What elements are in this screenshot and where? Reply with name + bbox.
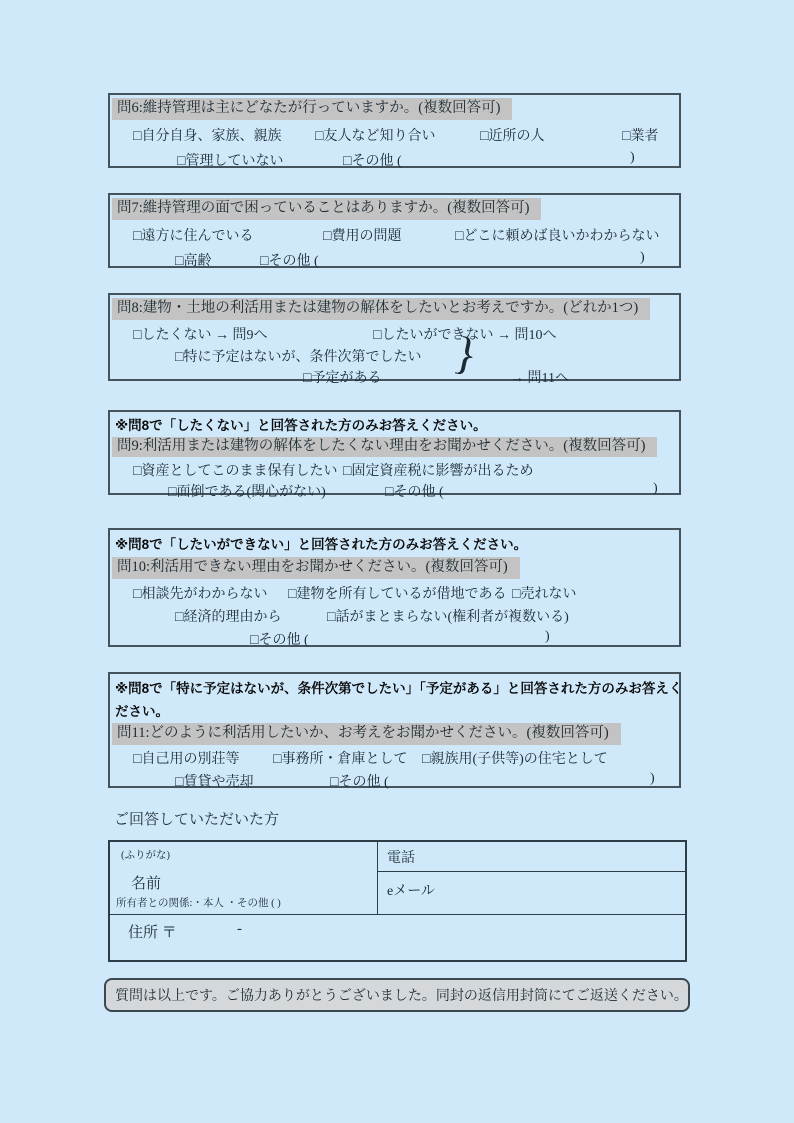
address-field-cell[interactable] xyxy=(110,914,685,960)
email-label: eメール xyxy=(387,884,435,899)
q11-checkbox-relatives-house[interactable]: □親族用(子供等)の住宅として xyxy=(422,752,608,767)
q8-checkbox-want-but-cannot[interactable]: □したいができない → 問10へ xyxy=(373,328,557,343)
respondent-info-table xyxy=(108,840,687,962)
name-label: 名前 xyxy=(131,876,162,892)
q10-checkbox-cannot-sell[interactable]: □売れない xyxy=(512,587,577,602)
question-10-title: 問10:利活用できない理由をお聞かせください。(複数回答可) xyxy=(112,557,520,579)
question-7-box xyxy=(108,193,681,268)
q6-checkbox-neighbors[interactable]: □近所の人 xyxy=(480,129,545,144)
q9-checkbox-other[interactable]: □その他 ( xyxy=(385,485,444,500)
q10-filter-note: ※問8で「したいができない」と回答された方のみお答えください。 xyxy=(115,537,528,552)
q7-checkbox-cost[interactable]: □費用の問題 xyxy=(323,229,402,244)
q7-checkbox-dont-know-whom[interactable]: □どこに頼めば良いかわからない xyxy=(455,229,660,244)
q6-checkbox-not-managing[interactable]: □管理していない xyxy=(177,154,284,169)
q9-other-close-paren: ) xyxy=(653,481,658,496)
question-8-title: 問8:建物・土地の利活用または建物の解体をしたいとお考えですか。(どれか1つ) xyxy=(112,298,650,320)
q11-checkbox-office-warehouse[interactable]: □事務所・倉庫として xyxy=(273,752,408,767)
q8-goto-q11-label: → 問11へ xyxy=(510,371,569,386)
question-6-title: 問6:維持管理は主にどなたが行っていますか。(複数回答可) xyxy=(112,98,512,120)
q7-checkbox-other[interactable]: □その他 ( xyxy=(260,254,319,269)
q6-checkbox-other[interactable]: □その他 ( xyxy=(343,154,402,169)
q9-filter-note: ※問8で「したくない」と回答された方のみお答えください。 xyxy=(115,418,487,433)
name-field-cell[interactable] xyxy=(110,842,378,914)
q9-checkbox-bothersome[interactable]: □面倒である(関心がない) xyxy=(168,485,326,500)
q9-checkbox-keep-as-asset[interactable]: □資産としてこのまま保有したい xyxy=(133,464,338,479)
postal-code-hyphen: - xyxy=(237,921,242,937)
q9-checkbox-property-tax[interactable]: □固定資産税に影響が出るため xyxy=(343,464,534,479)
question-6-box xyxy=(108,93,681,168)
q10-other-close-paren: ) xyxy=(545,629,550,644)
question-9-box xyxy=(108,410,681,500)
q8-checkbox-dont-want[interactable]: □したくない → 問9へ xyxy=(133,328,268,343)
q8-checkbox-no-plan-conditional[interactable]: □特に予定はないが、条件次第でしたい xyxy=(175,350,422,365)
q8-grouping-brace: } xyxy=(450,326,483,381)
q6-checkbox-contractor[interactable]: □業者 xyxy=(622,129,659,144)
q6-checkbox-friends[interactable]: □友人など知り合い xyxy=(315,129,436,144)
q11-filter-note-line2: ださい。 xyxy=(115,704,169,719)
furigana-label: (ふりがな) xyxy=(121,850,170,861)
q11-other-close-paren: ) xyxy=(650,771,655,786)
closing-message-box xyxy=(104,978,690,1012)
question-11-box xyxy=(108,672,681,788)
q10-checkbox-no-consult[interactable]: □相談先がわからない xyxy=(133,587,268,602)
respondent-section-heading: ご回答していただいた方 xyxy=(114,812,280,828)
q10-checkbox-leased-land[interactable]: □建物を所有しているが借地である xyxy=(288,587,507,602)
phone-field-cell[interactable] xyxy=(378,842,685,872)
q6-checkbox-self-family[interactable]: □自分自身、家族、親族 xyxy=(133,129,282,144)
email-field-cell[interactable] xyxy=(378,872,685,914)
q10-checkbox-no-agreement[interactable]: □話がまとまらない(権利者が複数いる) xyxy=(327,610,569,625)
q8-checkbox-have-plan[interactable]: □予定がある xyxy=(303,371,382,386)
closing-message-text: 質問は以上です。ご協力ありがとうございました。同封の返信用封筒にてご返送ください。 xyxy=(115,989,688,1004)
question-7-title: 問7:維持管理の面で困っていることはありますか。(複数回答可) xyxy=(112,198,541,220)
phone-label: 電話 xyxy=(387,851,415,866)
question-11-title: 問11:どのように利活用したいか、お考えをお聞かせください。(複数回答可) xyxy=(112,723,621,745)
q11-checkbox-other[interactable]: □その他 ( xyxy=(330,775,389,790)
q7-checkbox-live-far[interactable]: □遠方に住んでいる xyxy=(133,229,254,244)
q6-other-close-paren: ) xyxy=(630,150,635,165)
q7-other-close-paren: ) xyxy=(640,250,645,265)
question-9-title: 問9:利活用または建物の解体をしたくない理由をお聞かせください。(複数回答可) xyxy=(112,437,657,457)
q10-checkbox-economic[interactable]: □経済的理由から xyxy=(175,610,282,625)
q11-checkbox-private-villa[interactable]: □自己用の別荘等 xyxy=(133,752,240,767)
q11-filter-note-line1: ※問8で「特に予定はないが、条件次第でしたい」「予定がある」と回答された方のみお答えく xyxy=(115,681,683,696)
q10-checkbox-other[interactable]: □その他 ( xyxy=(250,633,309,648)
owner-relation-label: 所有者との関係:・本人 ・その他 ( ) xyxy=(116,898,281,909)
question-8-box xyxy=(108,293,681,386)
q11-checkbox-rent-or-sell[interactable]: □賃貸や売却 xyxy=(175,775,254,790)
question-10-box xyxy=(108,528,681,647)
q7-checkbox-elderly[interactable]: □高齢 xyxy=(175,254,212,269)
address-postal-label: 住所 〒 xyxy=(128,925,177,941)
